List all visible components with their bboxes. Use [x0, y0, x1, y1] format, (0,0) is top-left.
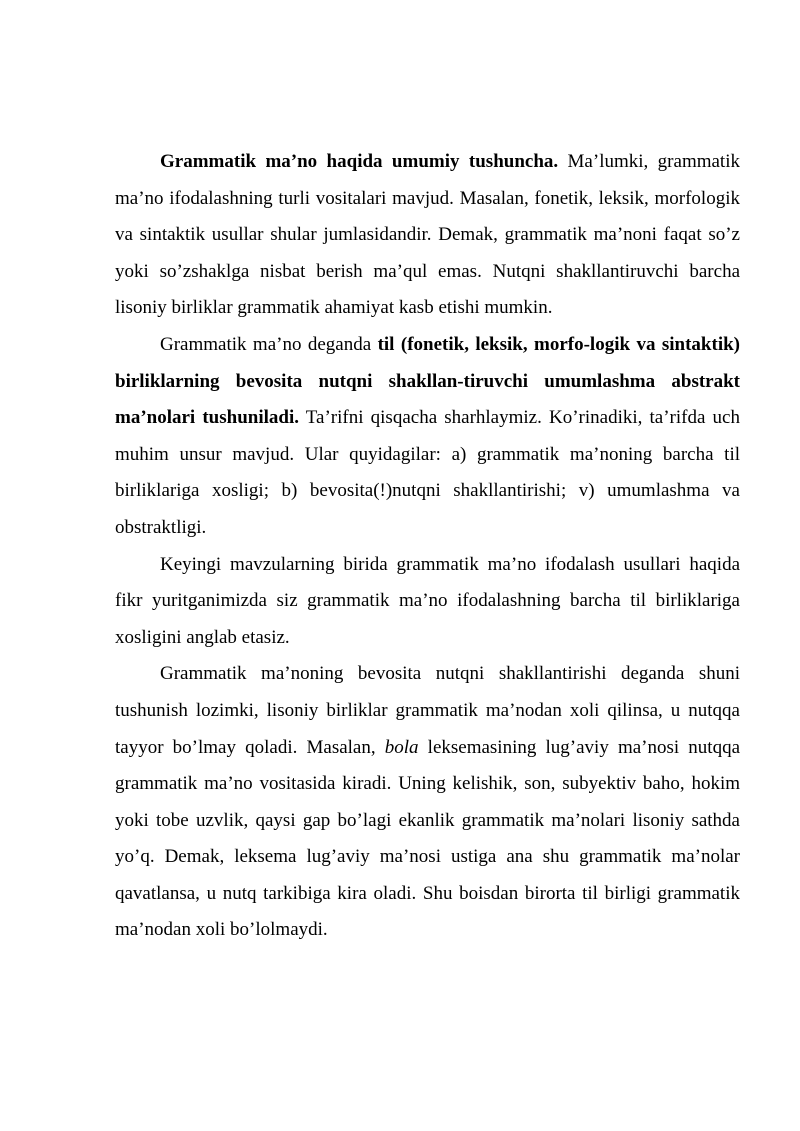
paragraph-2-text-after: Ta’rifni qisqacha sharhlaymiz. Ko’rinadiki, ta’rifda uch muhim unsur mavjud. Ular quyidagilar: a) grammatik ma’noning barcha til birliklariga xosligi; b) bevosita(!)nutqni shakllantirishi; v) umumlashma va obstraktligi. — [115, 407, 740, 538]
paragraph-4-text-after: leksemasining lug’aviy ma’nosi nutqqa grammatik ma’no vositasida kiradi. Uning kelishik, son, subyektiv baho, hokim yoki tobe uzvlik, qaysi gap bo’lagi ekanlik grammatik ma’nolari lisoniy sathda yo’q. Demak, leksema lug’aviy ma’nosi ustiga ana shu grammatik ma’nolar qavatlansa, u nutq tarkibiga kira oladi. Shu boisdan birorta til birligi grammatik ma’nodan xoli bo’lolmaydi. — [115, 736, 740, 941]
section-heading: Grammatik ma’no haqida umumiy tushuncha. — [160, 151, 559, 172]
paragraph-1-text: Ma’lumki, grammatik ma’no ifodalashning turli vositalari mavjud. Masalan, fonetik, leksik, morfologik va sintaktik usullar shular jumlasidandir. Demak, grammatik ma’noni faqat so’z yoki so’zshaklga nisbat berish ma’qul emas. Nutqni shakllantiruvchi barcha lisoniy birliklar grammatik ahamiyat kasb etishi mumkin. — [115, 151, 740, 319]
paragraph-4-text-before: Grammatik ma’noning bevosita nutqni shakllantirishi deganda shuni tushunish lozimki, lisoniy birliklar grammatik ma’nodan xoli qilinsa, u nutqqa tayyor bo’lmay qoladi. Masalan, — [115, 663, 740, 758]
example-word: bola — [384, 736, 419, 758]
definition-bold: til (fonetik, leksik, morfo-logik va sintaktik) birliklarning bevosita nutqni shakllan-tiruvchi umumlashma abstrakt ma’nolari tushuniladi. — [115, 333, 740, 429]
paragraph-3-text: Keyingi mavzularning birida grammatik ma’no ifodalash usullari haqida fikr yuritganimizda siz grammatik ma’no ifodalashning barcha til birliklariga xosligini anglab etasiz. — [115, 553, 740, 648]
paragraph-1 — [115, 144, 740, 327]
paragraph-2 — [115, 327, 740, 547]
document-page — [115, 144, 740, 949]
paragraph-3 — [115, 547, 740, 657]
paragraph-2-text-before: Grammatik ma’no deganda — [160, 333, 378, 355]
paragraph-4 — [115, 656, 740, 949]
